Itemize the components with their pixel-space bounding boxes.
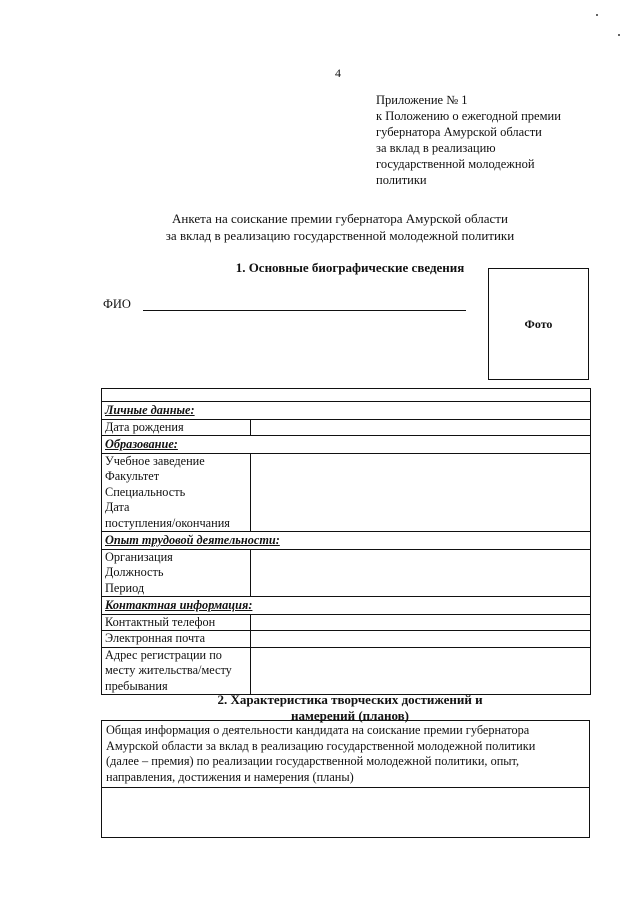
education-label: Дата — [105, 500, 130, 514]
table-row — [102, 532, 591, 550]
appendix-line: губернатора Амурской области — [376, 125, 542, 139]
table-row — [102, 597, 591, 615]
work-label: Период — [105, 580, 145, 595]
personal-data-header: Личные данные: — [102, 402, 591, 420]
section2-title-line: намерений (планов) — [291, 708, 409, 723]
education-label: Специальность — [105, 484, 186, 499]
table-row — [102, 614, 591, 631]
address-label: Адрес регистрации по — [105, 647, 222, 662]
table-row — [102, 549, 591, 597]
contact-info-header: Контактная информация: — [102, 597, 591, 615]
table-row — [102, 389, 591, 402]
appendix-line: Приложение № 1 — [376, 93, 468, 107]
form-title-line: Анкета на соискание премии губернатора Амурской области — [172, 211, 508, 226]
fio-input-line[interactable] — [143, 310, 466, 311]
description-text — [106, 723, 586, 785]
education-label: поступления/окончания — [105, 515, 230, 530]
education-header: Образование: — [102, 436, 591, 454]
education-label: Факультет — [105, 469, 160, 483]
education-label: Учебное заведение — [105, 453, 205, 468]
work-field[interactable] — [251, 549, 591, 597]
birth-date-field[interactable] — [251, 419, 591, 436]
work-experience-header: Опыт трудовой деятельности: — [102, 532, 591, 550]
table-row — [102, 419, 591, 436]
description-answer-field[interactable] — [101, 788, 590, 837]
address-label: пребывания — [105, 678, 168, 693]
work-label: Организация — [105, 549, 173, 564]
info-table — [101, 388, 591, 695]
email-field[interactable] — [251, 631, 591, 648]
work-label: Должность — [105, 565, 164, 579]
appendix-line: к Положению о ежегодной премии — [376, 109, 561, 123]
table-cell — [102, 389, 591, 402]
address-labels — [102, 647, 251, 695]
fio-label: ФИО — [103, 297, 131, 311]
appendix-line: за вклад в реализацию — [376, 141, 496, 155]
appendix-line: политики — [376, 173, 427, 187]
page-number: 4 — [335, 66, 341, 80]
phone-field[interactable] — [251, 614, 591, 631]
table-row — [102, 402, 591, 420]
phone-label: Контактный телефон — [102, 614, 251, 631]
photo-label: Фото — [524, 316, 553, 331]
scan-speck — [596, 14, 598, 16]
section1-title: 1. Основные биографические сведения — [235, 260, 465, 275]
table-row — [102, 647, 591, 695]
appendix-heading — [376, 92, 616, 188]
description-line: (далее – премия) по реализации государственной молодежной политики, опыт, — [106, 754, 520, 768]
table-row — [102, 436, 591, 454]
table-row — [102, 631, 591, 648]
education-labels — [102, 453, 251, 532]
address-field[interactable] — [251, 647, 591, 695]
address-label: месту жительства/месту — [105, 663, 232, 677]
table-row — [102, 453, 591, 532]
description-line: направления, достижения и намерения (планы) — [106, 769, 354, 784]
education-field[interactable] — [251, 453, 591, 532]
photo-box[interactable] — [488, 268, 589, 380]
birth-date-label: Дата рождения — [102, 419, 251, 436]
form-title — [120, 210, 560, 244]
form-title-line: за вклад в реализацию государственной молодежной политики — [165, 228, 515, 243]
section2-title-line: 2. Характеристика творческих достижений и — [217, 692, 483, 707]
appendix-line: государственной молодежной — [376, 157, 535, 171]
scan-speck — [618, 34, 620, 36]
work-labels — [102, 549, 251, 597]
description-line: Амурской области за вклад в реализацию государственной молодежной политики — [106, 738, 536, 753]
description-line: Общая информация о деятельности кандидата на соискание премии губернатора — [106, 723, 530, 737]
email-label: Электронная почта — [102, 631, 251, 648]
